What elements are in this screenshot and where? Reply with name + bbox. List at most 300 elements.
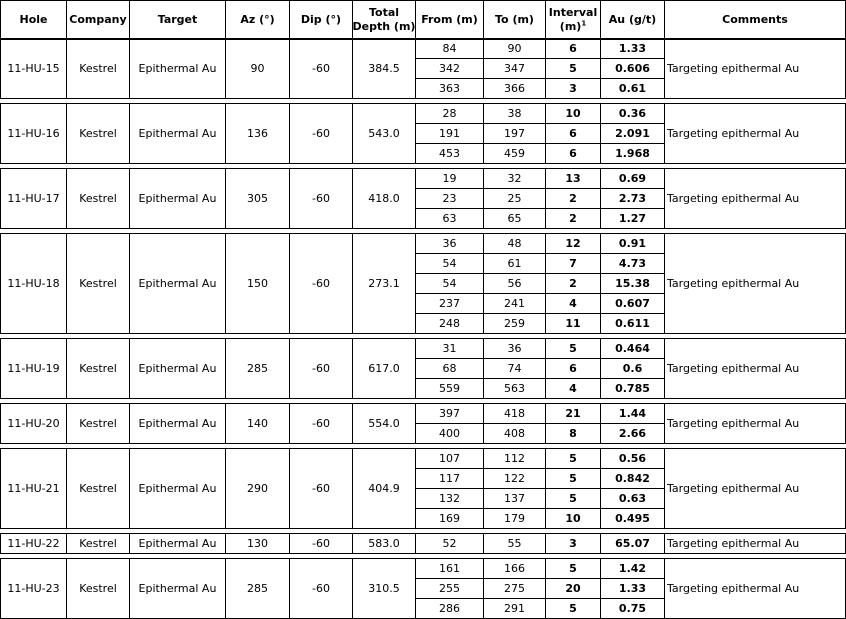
azimuth-cell xyxy=(225,533,290,554)
from-cell-text: 237 xyxy=(439,297,460,310)
au-grade-cell-text: 1.33 xyxy=(618,582,647,595)
from-cell xyxy=(415,558,484,579)
to-cell xyxy=(483,378,546,399)
au-grade-cell-text: 65.07 xyxy=(615,537,650,550)
interval-cell-text: 10 xyxy=(565,512,581,525)
to-cell-text: 36 xyxy=(507,342,522,355)
company-cell-text: Kestrel xyxy=(79,482,117,495)
to-cell-text: 55 xyxy=(507,537,522,550)
from-cell xyxy=(415,103,484,124)
azimuth-cell-text: 285 xyxy=(247,582,268,595)
interval-cell xyxy=(545,188,601,209)
company-cell xyxy=(66,448,130,529)
dip-cell-text: -60 xyxy=(312,582,330,595)
interval-cell-text: 3 xyxy=(569,82,577,95)
comments-cell-text: Targeting epithermal Au xyxy=(667,417,800,430)
to-cell-text: 166 xyxy=(504,562,525,575)
comments-cell xyxy=(664,233,846,334)
au-grade-cell xyxy=(600,403,665,424)
interval-cell-text: 5 xyxy=(569,452,577,465)
to-cell xyxy=(483,273,546,294)
header-total-depth-line1: Total xyxy=(368,6,400,20)
au-grade-cell-text: 0.75 xyxy=(618,602,647,615)
interval-cell xyxy=(545,168,601,189)
from-cell xyxy=(415,423,484,444)
interval-cell-text: 2 xyxy=(569,192,577,205)
au-grade-cell xyxy=(600,273,665,294)
interval-cell xyxy=(545,508,601,529)
interval-cell-text: 5 xyxy=(569,562,577,575)
to-cell-text: 259 xyxy=(504,317,525,330)
from-cell-text: 255 xyxy=(439,582,460,595)
from-cell-text: 23 xyxy=(442,192,457,205)
to-cell-text: 459 xyxy=(504,147,525,160)
comments-cell xyxy=(664,38,846,99)
to-cell-text: 25 xyxy=(507,192,522,205)
interval-cell xyxy=(545,448,601,469)
dip-cell-text: -60 xyxy=(312,417,330,430)
au-grade-cell-text: 15.38 xyxy=(615,277,650,290)
header-from-label: From (m) xyxy=(421,13,478,27)
azimuth-cell-text: 290 xyxy=(247,482,268,495)
header-au-label: Au (g/t) xyxy=(608,13,657,27)
to-cell xyxy=(483,188,546,209)
header-target-label: Target xyxy=(157,13,198,27)
to-cell-text: 197 xyxy=(504,127,525,140)
interval-cell-text: 12 xyxy=(565,237,581,250)
hole-id-cell-text: 11-HU-15 xyxy=(7,62,60,75)
au-grade-cell xyxy=(600,488,665,509)
interval-cell xyxy=(545,468,601,489)
comments-cell-text: Targeting epithermal Au xyxy=(667,62,800,75)
interval-cell xyxy=(545,403,601,424)
to-cell-text: 61 xyxy=(507,257,522,270)
hole-id-cell xyxy=(0,38,67,99)
target-cell xyxy=(129,403,226,444)
azimuth-cell-text: 285 xyxy=(247,362,268,375)
total-depth-cell xyxy=(352,558,416,619)
dip-cell xyxy=(289,103,353,164)
to-cell xyxy=(483,143,546,164)
au-grade-cell-text: 1.968 xyxy=(615,147,650,160)
au-grade-cell-text: 4.73 xyxy=(618,257,647,270)
header-company-label: Company xyxy=(69,13,127,27)
azimuth-cell xyxy=(225,338,290,399)
interval-cell-text: 5 xyxy=(569,602,577,615)
to-cell xyxy=(483,358,546,379)
au-grade-cell xyxy=(600,533,665,554)
header-from xyxy=(415,0,484,40)
interval-cell-text: 2 xyxy=(569,277,577,290)
from-cell-text: 400 xyxy=(439,427,460,440)
to-cell xyxy=(483,78,546,99)
to-cell-text: 563 xyxy=(504,382,525,395)
target-cell-text: Epithermal Au xyxy=(138,482,217,495)
comments-cell-text: Targeting epithermal Au xyxy=(667,537,800,550)
au-grade-cell xyxy=(600,558,665,579)
to-cell-text: 38 xyxy=(507,107,522,120)
company-cell-text: Kestrel xyxy=(79,192,117,205)
from-cell xyxy=(415,233,484,254)
interval-cell xyxy=(545,293,601,314)
to-cell xyxy=(483,58,546,79)
from-cell-text: 63 xyxy=(442,212,457,225)
au-grade-cell xyxy=(600,598,665,619)
au-grade-cell-text: 0.785 xyxy=(615,382,650,395)
interval-cell-text: 4 xyxy=(569,382,577,395)
from-cell xyxy=(415,488,484,509)
interval-cell xyxy=(545,338,601,359)
au-grade-cell xyxy=(600,143,665,164)
from-cell xyxy=(415,578,484,599)
from-cell-text: 132 xyxy=(439,492,460,505)
comments-cell-text: Targeting epithermal Au xyxy=(667,277,800,290)
hole-id-cell xyxy=(0,558,67,619)
interval-cell xyxy=(545,233,601,254)
to-cell-text: 90 xyxy=(507,42,522,55)
from-cell-text: 19 xyxy=(442,172,457,185)
to-cell-text: 137 xyxy=(504,492,525,505)
hole-id-cell-text: 11-HU-21 xyxy=(7,482,60,495)
azimuth-cell xyxy=(225,233,290,334)
dip-cell xyxy=(289,168,353,229)
hole-id-cell xyxy=(0,448,67,529)
hole-id-cell xyxy=(0,403,67,444)
comments-cell xyxy=(664,103,846,164)
total-depth-cell xyxy=(352,448,416,529)
interval-cell xyxy=(545,78,601,99)
total-depth-cell xyxy=(352,168,416,229)
interval-cell-text: 2 xyxy=(569,212,577,225)
hole-id-cell xyxy=(0,533,67,554)
interval-cell-text: 5 xyxy=(569,62,577,75)
company-cell xyxy=(66,558,130,619)
to-cell-text: 48 xyxy=(507,237,522,250)
interval-cell xyxy=(545,143,601,164)
total-depth-cell xyxy=(352,103,416,164)
comments-cell-text: Targeting epithermal Au xyxy=(667,582,800,595)
interval-cell-text: 21 xyxy=(565,407,581,420)
header-target xyxy=(129,0,226,40)
au-grade-cell xyxy=(600,293,665,314)
total-depth-cell-text: 404.9 xyxy=(368,482,400,495)
target-cell-text: Epithermal Au xyxy=(138,62,217,75)
to-cell xyxy=(483,293,546,314)
interval-cell xyxy=(545,58,601,79)
from-cell-text: 54 xyxy=(442,257,457,270)
interval-cell xyxy=(545,558,601,579)
company-cell xyxy=(66,38,130,99)
comments-cell xyxy=(664,168,846,229)
azimuth-cell-text: 90 xyxy=(250,62,265,75)
company-cell-text: Kestrel xyxy=(79,537,117,550)
to-cell xyxy=(483,38,546,59)
from-cell xyxy=(415,253,484,274)
interval-cell-text: 8 xyxy=(569,427,577,440)
from-cell xyxy=(415,58,484,79)
to-cell xyxy=(483,423,546,444)
company-cell xyxy=(66,338,130,399)
from-cell-text: 559 xyxy=(439,382,460,395)
to-cell xyxy=(483,313,546,334)
company-cell xyxy=(66,233,130,334)
header-comments xyxy=(664,0,846,40)
to-cell-text: 275 xyxy=(504,582,525,595)
interval-cell-text: 13 xyxy=(565,172,581,185)
header-comments-label: Comments xyxy=(722,13,788,27)
hole-id-cell xyxy=(0,168,67,229)
from-cell-text: 68 xyxy=(442,362,457,375)
to-cell-text: 32 xyxy=(507,172,522,185)
hole-id-cell-text: 11-HU-23 xyxy=(7,582,60,595)
interval-cell-text: 7 xyxy=(569,257,577,270)
to-cell-text: 366 xyxy=(504,82,525,95)
au-grade-cell-text: 0.606 xyxy=(615,62,650,75)
header-dip-label: Dip (°) xyxy=(300,13,342,27)
to-cell-text: 112 xyxy=(504,452,525,465)
from-cell-text: 54 xyxy=(442,277,457,290)
comments-cell xyxy=(664,338,846,399)
company-cell-text: Kestrel xyxy=(79,277,117,290)
from-cell-text: 286 xyxy=(439,602,460,615)
interval-cell xyxy=(545,358,601,379)
from-cell xyxy=(415,403,484,424)
target-cell-text: Epithermal Au xyxy=(138,417,217,430)
from-cell-text: 84 xyxy=(442,42,457,55)
interval-cell xyxy=(545,423,601,444)
comments-cell-text: Targeting epithermal Au xyxy=(667,192,800,205)
header-az xyxy=(225,0,290,40)
total-depth-cell-text: 310.5 xyxy=(368,582,400,595)
total-depth-cell xyxy=(352,233,416,334)
from-cell-text: 161 xyxy=(439,562,460,575)
from-cell xyxy=(415,338,484,359)
au-grade-cell xyxy=(600,233,665,254)
dip-cell xyxy=(289,533,353,554)
interval-cell-text: 11 xyxy=(565,317,581,330)
dip-cell-text: -60 xyxy=(312,362,330,375)
to-cell-text: 241 xyxy=(504,297,525,310)
au-grade-cell xyxy=(600,508,665,529)
to-cell-text: 74 xyxy=(507,362,522,375)
comments-cell xyxy=(664,448,846,529)
to-cell xyxy=(483,403,546,424)
from-cell-text: 397 xyxy=(439,407,460,420)
au-grade-cell-text: 2.73 xyxy=(618,192,647,205)
to-cell xyxy=(483,508,546,529)
total-depth-cell xyxy=(352,403,416,444)
au-grade-cell xyxy=(600,168,665,189)
au-grade-cell xyxy=(600,103,665,124)
hole-id-cell xyxy=(0,233,67,334)
target-cell-text: Epithermal Au xyxy=(138,362,217,375)
hole-id-cell xyxy=(0,103,67,164)
au-grade-cell xyxy=(600,208,665,229)
company-cell-text: Kestrel xyxy=(79,417,117,430)
interval-cell-text: 5 xyxy=(569,492,577,505)
hole-id-cell xyxy=(0,338,67,399)
company-cell-text: Kestrel xyxy=(79,127,117,140)
interval-cell-text: 5 xyxy=(569,472,577,485)
from-cell-text: 342 xyxy=(439,62,460,75)
azimuth-cell-text: 130 xyxy=(247,537,268,550)
to-cell xyxy=(483,253,546,274)
total-depth-cell-text: 583.0 xyxy=(368,537,400,550)
target-cell-text: Epithermal Au xyxy=(138,192,217,205)
from-cell-text: 191 xyxy=(439,127,460,140)
interval-cell xyxy=(545,378,601,399)
from-cell-text: 52 xyxy=(442,537,457,550)
target-cell xyxy=(129,558,226,619)
from-cell-text: 117 xyxy=(439,472,460,485)
header-company xyxy=(66,0,130,40)
au-grade-cell-text: 0.495 xyxy=(615,512,650,525)
au-grade-cell xyxy=(600,578,665,599)
header-to-label: To (m) xyxy=(495,13,534,27)
header-hole xyxy=(0,0,67,40)
to-cell-text: 347 xyxy=(504,62,525,75)
target-cell-text: Epithermal Au xyxy=(138,537,217,550)
comments-cell-text: Targeting epithermal Au xyxy=(667,127,800,140)
interval-cell xyxy=(545,208,601,229)
azimuth-cell-text: 136 xyxy=(247,127,268,140)
interval-cell-text: 5 xyxy=(569,342,577,355)
hole-id-cell-text: 11-HU-16 xyxy=(7,127,60,140)
dip-cell xyxy=(289,403,353,444)
to-cell xyxy=(483,578,546,599)
from-cell xyxy=(415,358,484,379)
interval-cell-text: 6 xyxy=(569,42,577,55)
total-depth-cell-text: 384.5 xyxy=(368,62,400,75)
azimuth-cell-text: 305 xyxy=(247,192,268,205)
to-cell xyxy=(483,103,546,124)
interval-cell-text: 20 xyxy=(565,582,581,595)
dip-cell-text: -60 xyxy=(312,62,330,75)
from-cell-text: 363 xyxy=(439,82,460,95)
interval-cell-text: 6 xyxy=(569,147,577,160)
interval-cell xyxy=(545,533,601,554)
target-cell xyxy=(129,448,226,529)
target-cell xyxy=(129,338,226,399)
from-cell xyxy=(415,188,484,209)
header-total-depth-line2: Depth (m) xyxy=(352,20,416,33)
from-cell-text: 31 xyxy=(442,342,457,355)
au-grade-cell-text: 2.091 xyxy=(615,127,650,140)
company-cell xyxy=(66,168,130,229)
from-cell xyxy=(415,448,484,469)
from-cell-text: 36 xyxy=(442,237,457,250)
interval-cell xyxy=(545,38,601,59)
header-interval-line2: (m) xyxy=(559,20,582,33)
hole-id-cell-text: 11-HU-19 xyxy=(7,362,60,375)
azimuth-cell xyxy=(225,448,290,529)
interval-cell-text: 4 xyxy=(569,297,577,310)
from-cell xyxy=(415,378,484,399)
total-depth-cell-text: 543.0 xyxy=(368,127,400,140)
au-grade-cell-text: 1.33 xyxy=(618,42,647,55)
dip-cell-text: -60 xyxy=(312,277,330,290)
target-cell xyxy=(129,38,226,99)
header-total-depth xyxy=(352,0,416,40)
header-dip xyxy=(289,0,353,40)
from-cell-text: 169 xyxy=(439,512,460,525)
au-grade-cell xyxy=(600,313,665,334)
au-grade-cell xyxy=(600,448,665,469)
au-grade-cell-text: 1.44 xyxy=(618,407,647,420)
to-cell-text: 291 xyxy=(504,602,525,615)
au-grade-cell-text: 1.27 xyxy=(618,212,647,225)
au-grade-cell-text: 0.63 xyxy=(618,492,647,505)
comments-cell xyxy=(664,403,846,444)
target-cell xyxy=(129,103,226,164)
interval-cell xyxy=(545,273,601,294)
au-grade-cell xyxy=(600,423,665,444)
to-cell xyxy=(483,598,546,619)
to-cell-text: 65 xyxy=(507,212,522,225)
from-cell xyxy=(415,143,484,164)
dip-cell xyxy=(289,38,353,99)
target-cell-text: Epithermal Au xyxy=(138,127,217,140)
company-cell-text: Kestrel xyxy=(79,62,117,75)
au-grade-cell-text: 0.56 xyxy=(618,452,647,465)
au-grade-cell-text: 0.464 xyxy=(615,342,650,355)
au-grade-cell-text: 0.36 xyxy=(618,107,647,120)
au-grade-cell xyxy=(600,78,665,99)
company-cell-text: Kestrel xyxy=(79,362,117,375)
au-grade-cell xyxy=(600,253,665,274)
total-depth-cell xyxy=(352,38,416,99)
target-cell-text: Epithermal Au xyxy=(138,582,217,595)
total-depth-cell xyxy=(352,533,416,554)
interval-cell-text: 6 xyxy=(569,362,577,375)
header-au xyxy=(600,0,665,40)
comments-cell xyxy=(664,558,846,619)
target-cell xyxy=(129,233,226,334)
from-cell xyxy=(415,123,484,144)
to-cell-text: 56 xyxy=(507,277,522,290)
au-grade-cell xyxy=(600,338,665,359)
dip-cell xyxy=(289,558,353,619)
to-cell-text: 408 xyxy=(504,427,525,440)
au-grade-cell-text: 0.91 xyxy=(618,237,647,250)
company-cell xyxy=(66,103,130,164)
hole-id-cell-text: 11-HU-18 xyxy=(7,277,60,290)
hole-id-cell-text: 11-HU-20 xyxy=(7,417,60,430)
from-cell-text: 248 xyxy=(439,317,460,330)
from-cell xyxy=(415,533,484,554)
hole-id-cell-text: 11-HU-17 xyxy=(7,192,60,205)
to-cell xyxy=(483,448,546,469)
au-grade-cell xyxy=(600,58,665,79)
interval-cell-text: 3 xyxy=(569,537,577,550)
target-cell xyxy=(129,533,226,554)
interval-cell xyxy=(545,488,601,509)
au-grade-cell xyxy=(600,358,665,379)
to-cell xyxy=(483,123,546,144)
au-grade-cell-text: 0.611 xyxy=(615,317,650,330)
au-grade-cell-text: 0.6 xyxy=(622,362,643,375)
dip-cell xyxy=(289,233,353,334)
total-depth-cell xyxy=(352,338,416,399)
header-interval-footnote: 1 xyxy=(581,19,587,28)
from-cell xyxy=(415,508,484,529)
comments-cell-text: Targeting epithermal Au xyxy=(667,482,800,495)
to-cell xyxy=(483,468,546,489)
header-hole-label: Hole xyxy=(19,13,48,27)
au-grade-cell xyxy=(600,123,665,144)
target-cell-text: Epithermal Au xyxy=(138,277,217,290)
interval-cell xyxy=(545,123,601,144)
